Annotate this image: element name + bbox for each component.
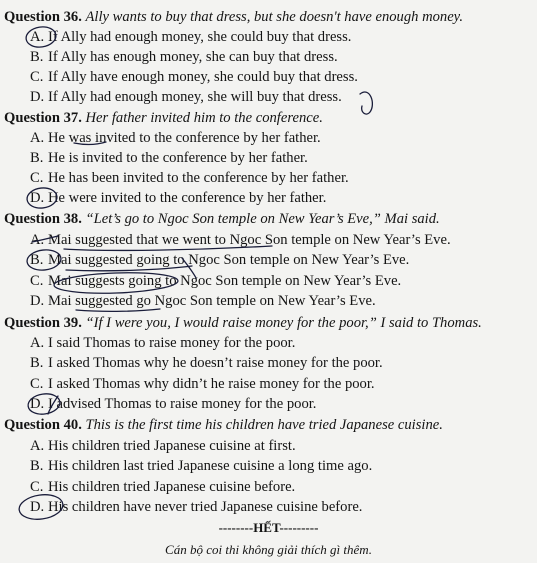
option-letter: C. bbox=[30, 69, 44, 85]
option-text: He is invited to the conference by her father. bbox=[48, 150, 308, 166]
option-text: I said Thomas to raise money for the poor. bbox=[48, 335, 296, 351]
question-39-option-b bbox=[30, 354, 383, 372]
option-letter: A. bbox=[30, 130, 45, 146]
end-of-exam-mark: --------HẾT--------- bbox=[218, 520, 319, 535]
question-37-stem: Her father invited him to the conference. bbox=[85, 110, 323, 126]
option-letter: B. bbox=[30, 458, 44, 474]
option-text: If Ally had enough money, she will buy that dress. bbox=[48, 89, 342, 105]
question-37-option-a bbox=[30, 129, 321, 147]
option-letter: D. bbox=[30, 396, 45, 412]
pen-scribble-q36-d bbox=[360, 92, 372, 114]
question-38-option-b bbox=[30, 251, 409, 269]
question-40-option-c bbox=[30, 478, 295, 496]
question-39-stem: “If I were you, I would raise money for the poor,” I said to Thomas. bbox=[85, 315, 482, 331]
question-38-option-a bbox=[30, 231, 451, 249]
option-letter: B. bbox=[30, 252, 44, 268]
option-text: I asked Thomas why didn’t he raise money for the poor. bbox=[48, 376, 375, 392]
option-letter: A. bbox=[30, 29, 45, 45]
option-letter: A. bbox=[30, 232, 45, 248]
option-text: He has been invited to the conference by her father. bbox=[48, 170, 349, 186]
question-38-number: Question 38. bbox=[4, 211, 82, 227]
question-36-option-b bbox=[30, 48, 338, 66]
option-text: If Ally has enough money, she can buy that dress. bbox=[48, 49, 338, 65]
option-text: Mai suggested that we went to Ngoc Son temple on New Year’s Eve. bbox=[48, 232, 451, 248]
question-36 bbox=[4, 8, 463, 26]
option-letter: C. bbox=[30, 273, 44, 289]
option-letter: D. bbox=[30, 499, 45, 515]
question-38-option-c bbox=[30, 272, 401, 290]
question-40-option-a bbox=[30, 437, 296, 455]
option-text: If Ally have enough money, she could buy that dress. bbox=[48, 69, 358, 85]
option-text: Mai suggested go Ngoc Son temple on New Year’s Eve. bbox=[48, 293, 376, 309]
question-36-option-d bbox=[30, 88, 342, 106]
question-37-number: Question 37. bbox=[4, 110, 82, 126]
question-39-option-d bbox=[30, 395, 316, 413]
option-letter: D. bbox=[30, 293, 45, 309]
question-40-option-b bbox=[30, 457, 372, 475]
question-38-option-d bbox=[30, 292, 376, 310]
question-40 bbox=[4, 416, 443, 434]
option-text: Mai suggested going to Ngoc Son temple on New Year’s Eve. bbox=[48, 252, 410, 268]
proctor-note: Cán bộ coi thi không giải thích gì thêm. bbox=[165, 542, 372, 557]
option-letter: B. bbox=[30, 49, 44, 65]
option-text: He was invited to the conference by her father. bbox=[48, 130, 321, 146]
question-38 bbox=[4, 210, 440, 228]
option-text: I advised Thomas to raise money for the poor. bbox=[48, 396, 317, 412]
question-40-stem: This is the first time his children have tried Japanese cuisine. bbox=[85, 417, 443, 433]
option-letter: B. bbox=[30, 150, 44, 166]
question-36-option-a bbox=[30, 28, 351, 46]
option-text: Mai suggests going to Ngoc Son temple on New Year’s Eve. bbox=[48, 273, 402, 289]
option-text: His children have never tried Japanese cuisine before. bbox=[48, 499, 363, 515]
option-text: His children last tried Japanese cuisine a long time ago. bbox=[48, 458, 373, 474]
question-40-option-d bbox=[30, 498, 362, 516]
question-39-number: Question 39. bbox=[4, 315, 82, 331]
question-36-option-c bbox=[30, 68, 358, 86]
option-text: He were invited to the conference by her father. bbox=[48, 190, 327, 206]
option-letter: D. bbox=[30, 89, 45, 105]
option-letter: A. bbox=[30, 438, 45, 454]
option-text: His children tried Japanese cuisine before. bbox=[48, 479, 296, 495]
question-36-number: Question 36. bbox=[4, 9, 82, 25]
question-38-stem: “Let’s go to Ngoc Son temple on New Year’s Eve,” Mai said. bbox=[85, 211, 440, 227]
option-letter: C. bbox=[30, 479, 44, 495]
option-letter: A. bbox=[30, 335, 45, 351]
question-39 bbox=[4, 314, 482, 332]
option-letter: C. bbox=[30, 376, 44, 392]
question-37-option-b bbox=[30, 149, 308, 167]
option-text: If Ally had enough money, she could buy that dress. bbox=[48, 29, 352, 45]
question-36-stem: Ally wants to buy that dress, but she doesn't have enough money. bbox=[85, 9, 464, 25]
question-40-number: Question 40. bbox=[4, 417, 82, 433]
question-37-option-c bbox=[30, 169, 349, 187]
question-37-option-d bbox=[30, 189, 326, 207]
option-letter: C. bbox=[30, 170, 44, 186]
question-37 bbox=[4, 109, 323, 127]
question-39-option-c bbox=[30, 375, 375, 393]
option-text: I asked Thomas why he doesn’t raise money for the poor. bbox=[48, 355, 383, 371]
question-39-option-a bbox=[30, 334, 295, 352]
option-text: His children tried Japanese cuisine at first. bbox=[48, 438, 296, 454]
option-letter: D. bbox=[30, 190, 45, 206]
option-letter: B. bbox=[30, 355, 44, 371]
